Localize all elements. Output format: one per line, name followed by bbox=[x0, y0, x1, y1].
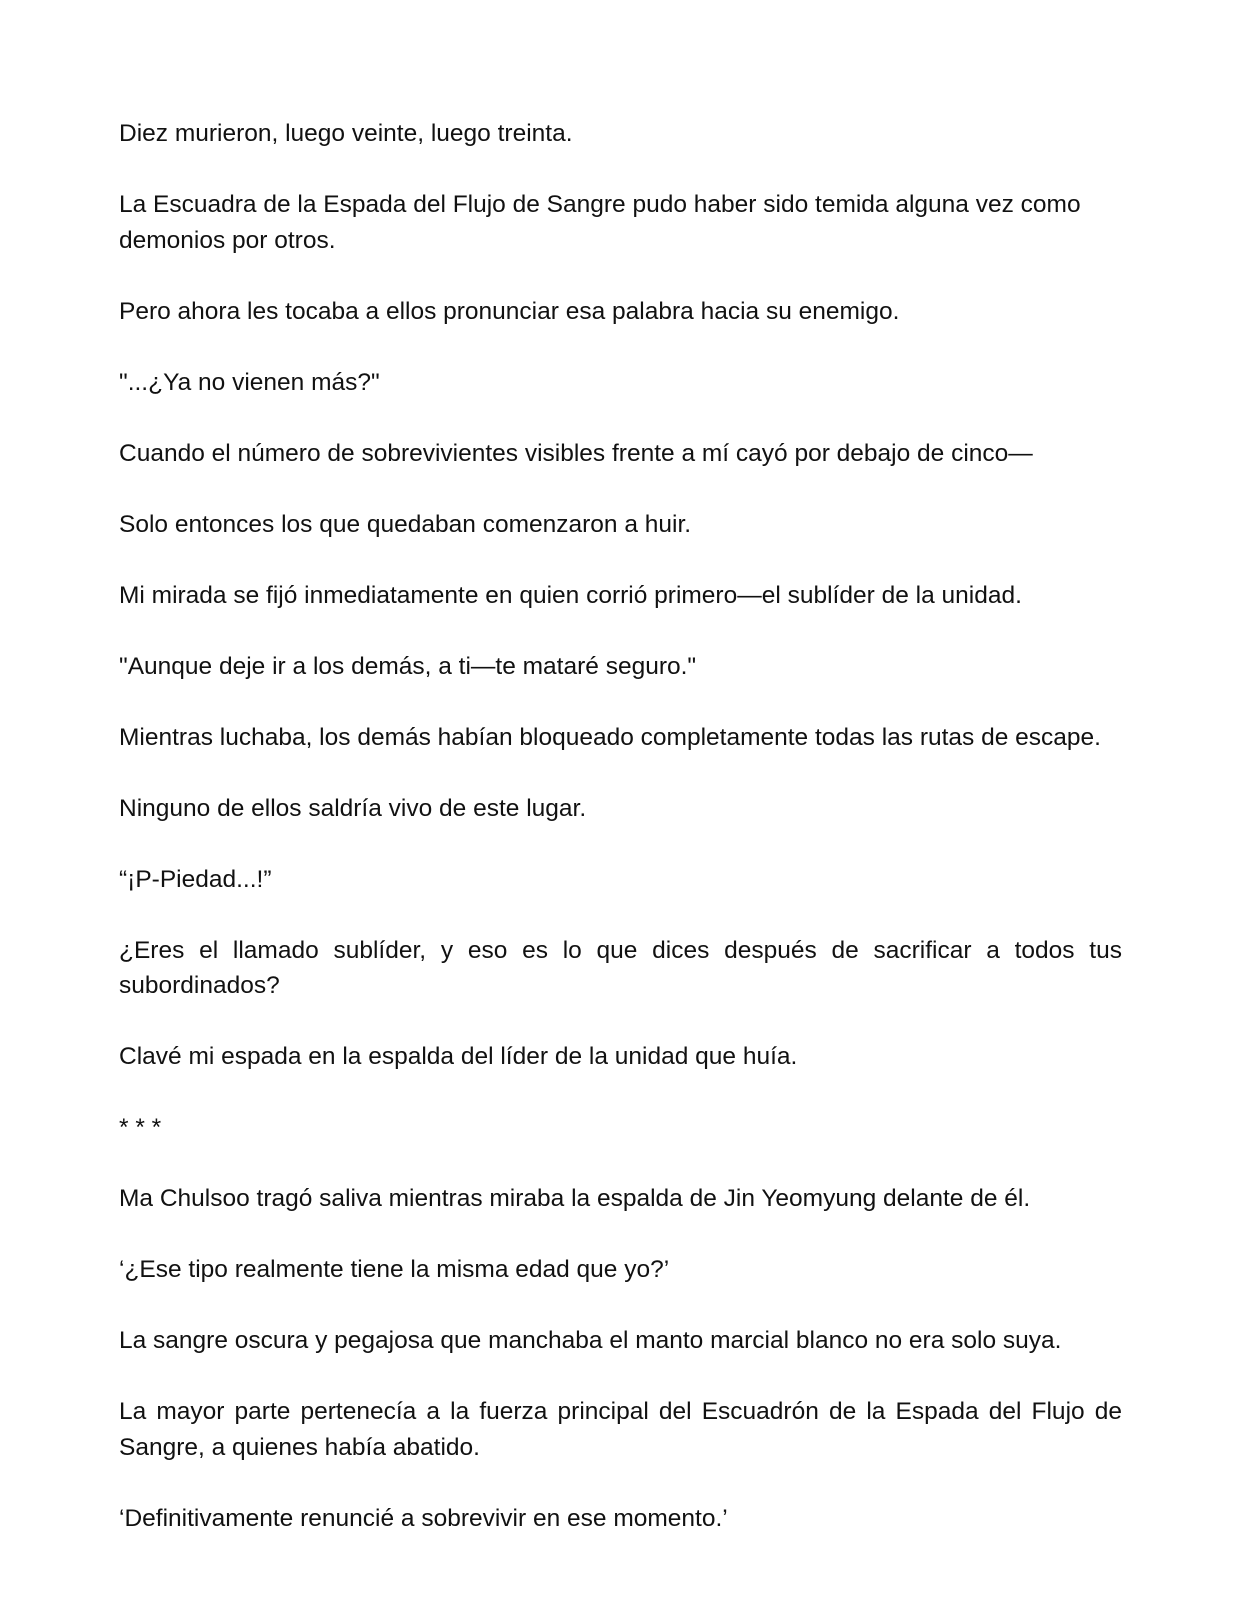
paragraph: La sangre oscura y pegajosa que manchaba el manto marcial blanco no era solo suya. bbox=[119, 1327, 1062, 1354]
paragraph: Ma Chulsoo tragó saliva mientras miraba la espalda de Jin Yeomyung delante de él. bbox=[119, 1185, 1031, 1212]
scene-break: * * * bbox=[119, 1114, 162, 1141]
paragraph: ‘Definitivamente renuncié a sobrevivir en ese momento.’ bbox=[119, 1504, 728, 1532]
paragraph: Clavé mi espada en la espalda del líder de la unidad que huía. bbox=[119, 1043, 798, 1070]
paragraph: La Escuadra de la Espada del Flujo de Sangre pudo haber sido temida alguna vez como demonios por otros. bbox=[119, 191, 1081, 254]
paragraph: Pero ahora les tocaba a ellos pronunciar esa palabra hacia su enemigo. bbox=[119, 297, 900, 325]
paragraph: Solo entonces los que quedaban comenzaron a huir. bbox=[119, 510, 692, 538]
paragraph: Mi mirada se fijó inmediatamente en quien corrió primero—el sublíder de la unidad. bbox=[119, 581, 1022, 609]
paragraph: Diez murieron, luego veinte, luego treinta. bbox=[119, 120, 573, 147]
paragraph: ‘¿Ese tipo realmente tiene la misma edad que yo?’ bbox=[119, 1256, 670, 1283]
paragraph: “¡P-Piedad...!” bbox=[119, 865, 272, 893]
paragraph: ¿Eres el llamado sublíder, y eso es lo que dices después de sacrificar a todos tus subordinados? bbox=[119, 936, 1122, 999]
document-page bbox=[119, 116, 1122, 1572]
paragraph: Cuando el número de sobrevivientes visibles frente a mí cayó por debajo de cinco— bbox=[119, 439, 1033, 467]
paragraph: "...¿Ya no vienen más?" bbox=[119, 368, 380, 396]
paragraph: La mayor parte pertenecía a la fuerza principal del Escuadrón de la Espada del Flujo de Sangre, a quienes había abatido. bbox=[119, 1398, 1122, 1461]
paragraph: "Aunque deje ir a los demás, a ti—te mataré seguro." bbox=[119, 652, 697, 680]
paragraph: Mientras luchaba, los demás habían bloqueado completamente todas las rutas de escape. bbox=[119, 723, 1101, 751]
paragraph: Ninguno de ellos saldría vivo de este lugar. bbox=[119, 794, 587, 822]
